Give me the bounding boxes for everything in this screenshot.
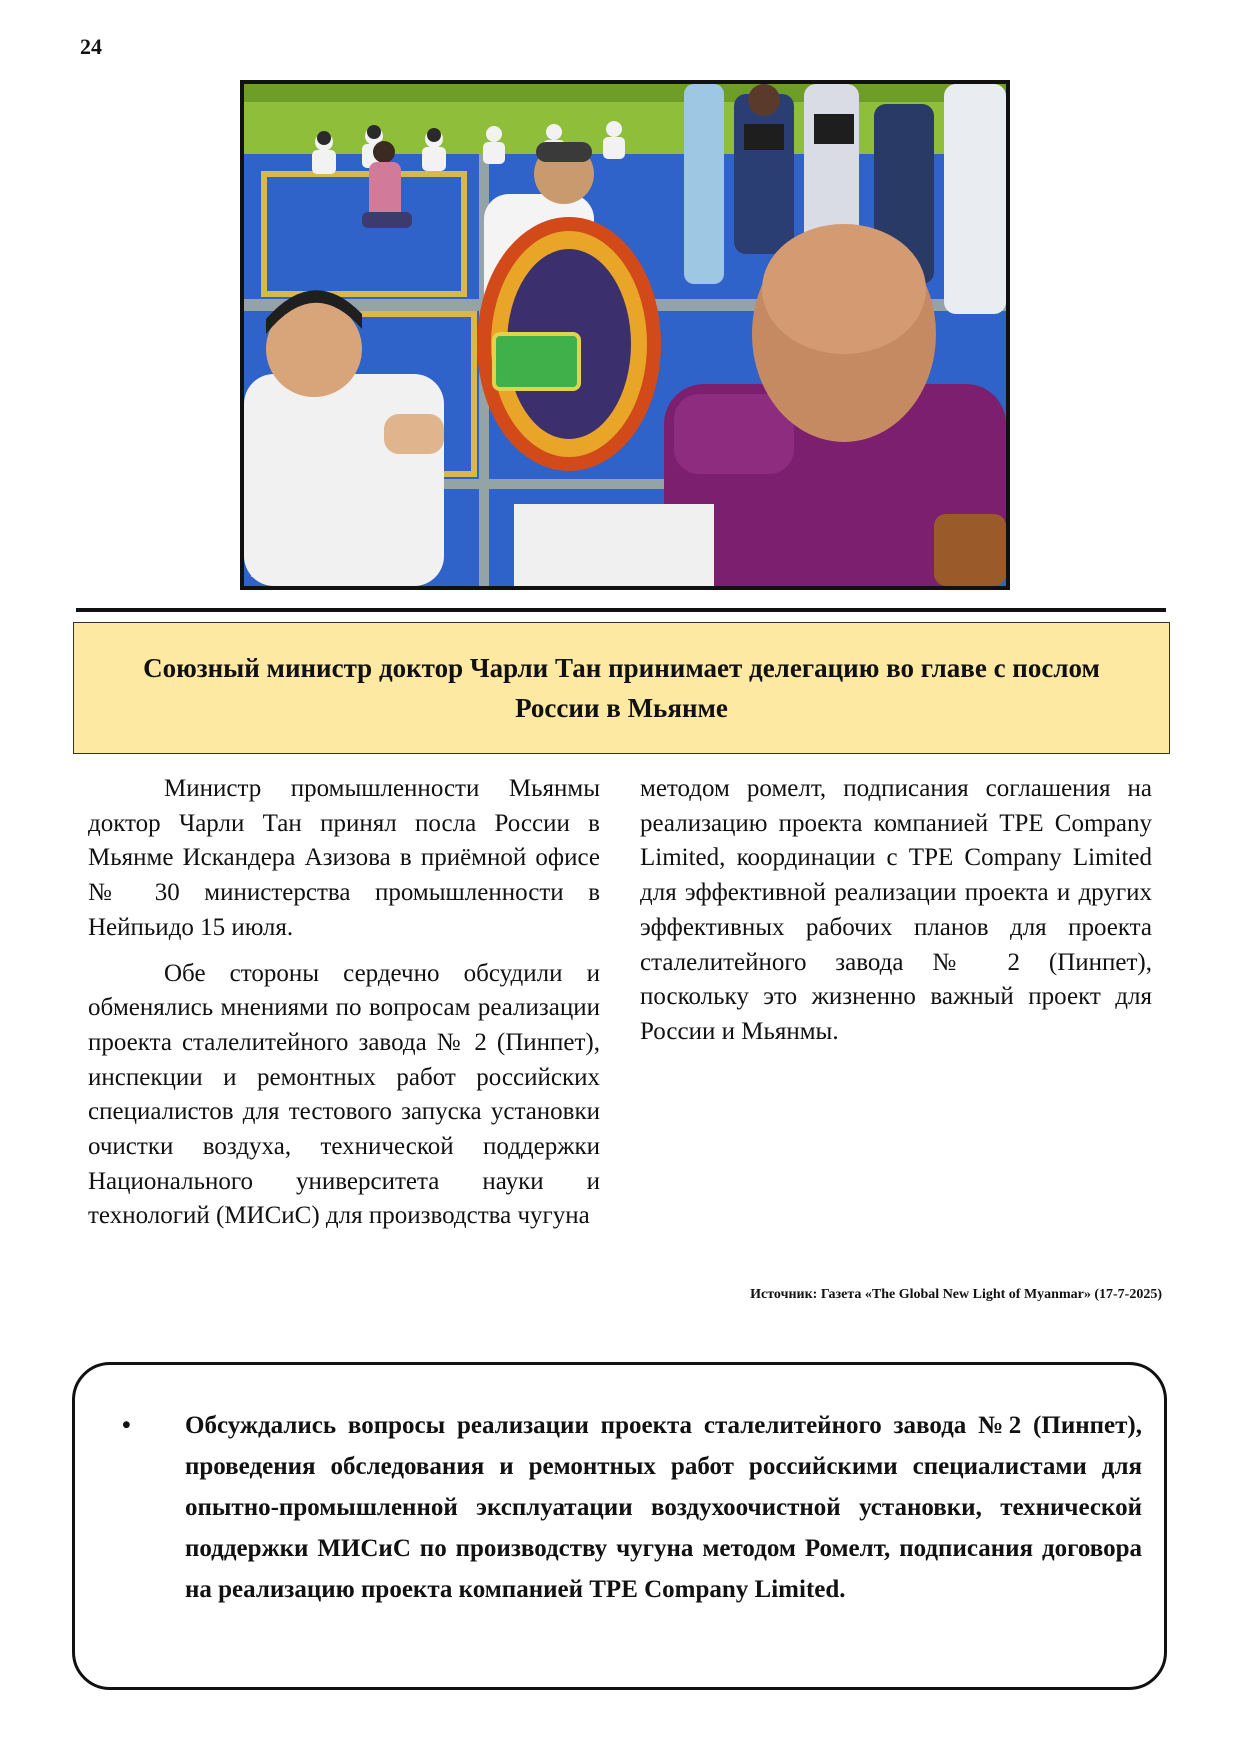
summary-list <box>97 1405 1142 1610</box>
article-paragraph-1: Министр промышленности Мьянмы доктор Чарли Тан принял посла России в Мьянме Искандера Азизова в приёмной офисе № 30 министерства промышленности в Нейпьидо 15 июля. <box>88 775 600 941</box>
article-continuation: методом ромелт, подписания соглашения на реализацию проекта компанией TPE Company Limited, координации с TPE Company Limited для эффективной реализации проекта и других эффективных рабочих планов для проекта сталелитейного завода № 2 (Пинпет), поскольку это жизненно важный проект для России и Мьянмы. <box>640 775 1152 1045</box>
page-number: 24 <box>80 34 102 59</box>
source-citation: Источник: Газета «The Global New Light of Myanmar» (17-7-2025) <box>750 1287 1162 1302</box>
summary-text: Обсуждались вопросы реализации проекта сталелитейного завода №2 (Пинпет), проведения обследования и ремонтных работ российскими специалистами для опытно-промышленной эксплуатации воздухоочистной установки, технической поддержки МИСиС по производству чугуна методом Ромелт, подписания договора на реализацию проекта компанией TPE Company Limited. <box>185 1412 1142 1603</box>
article-column-right <box>640 772 1152 1061</box>
summary-box <box>72 1362 1167 1690</box>
headline: Союзный министр доктор Чарли Тан принимает делегацию во главе с послом России в Мьянме <box>143 653 1100 723</box>
article-paragraph-2: Обе стороны сердечно обсудили и обменялись мнениями по вопросам реализации проекта сталелитейного завода № 2 (Пинпет), инспекции и ремонтных работ российских специалистов для тестового запуска установки очистки воздуха, технической поддержки Национального университета науки и технологий (МИСиС) для производства чугуна <box>88 959 600 1230</box>
article-column-left <box>88 772 600 1245</box>
photo-illustration <box>244 84 1006 586</box>
horizontal-rule <box>76 608 1166 612</box>
news-photo <box>240 80 1010 590</box>
bullet-icon: • <box>122 1412 131 1439</box>
headline-box <box>73 622 1170 754</box>
summary-item <box>97 1405 1142 1610</box>
